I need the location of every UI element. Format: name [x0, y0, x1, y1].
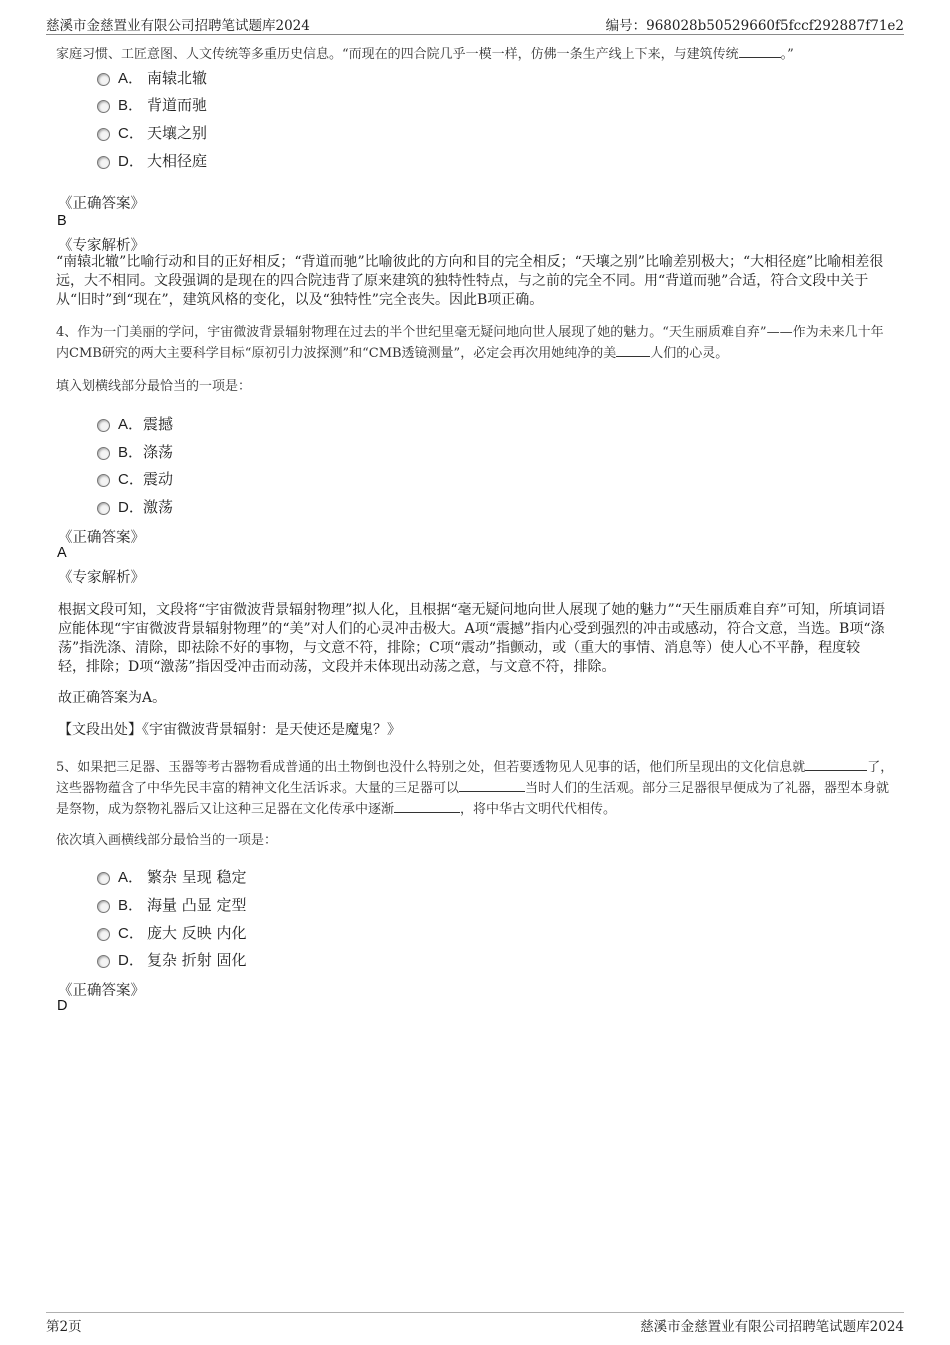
correct-answer: B [57, 213, 67, 229]
radio-button[interactable] [97, 900, 110, 913]
radio-button[interactable] [97, 419, 110, 432]
fill-blank [805, 758, 867, 771]
analysis-label: 《专家解析》 [58, 570, 145, 586]
source-citation: 【文段出处】《宇宙微波背景辐射：是天使还是魔鬼？》 [58, 722, 401, 738]
question-5-stem: 5、如果把三足器、玉器等考古器物看成普通的出土物倒也没什么特别之处，但若要透物见人见事的话，他们所呈现出的文化信息就 了，这些器物蕴含了中华先民丰富的精神文化生活诉求。大量的三足器可以 当时人们的生活观。部分三足器很早便成为了礼器，器型本身就是祭物，成为祭物礼器后又让这种三足器在文化传承中逐渐 ，将中华古文明代代相传。 [56, 760, 894, 817]
radio-button[interactable] [97, 156, 110, 169]
answer-label: 《正确答案》 [58, 530, 145, 546]
fill-blank [459, 779, 525, 792]
header-title: 慈溪市金慈置业有限公司招聘笔试题库2024 [46, 18, 310, 34]
radio-button[interactable] [97, 447, 110, 460]
question-4-prompt: 填入划横线部分最恰当的一项是： [56, 379, 252, 394]
page-footer [46, 1312, 904, 1335]
analysis-text: 根据文段可知，文段将“宇宙微波背景辐射物理”拟人化，且根据“毫无疑问地向世人展现了她的魅力”“天生丽质难自弃”可知，所填词语应能体现“宇宙微波背景辐射物理”的“美”对人们的心灵冲击极大。A项“震撼”指内心受到强烈的冲击或感动，符合文意，当选。B项“涤荡”指洗涤、清除，即祛除不好的事物，与文意不符，排除；C项“震动”指颤动，或（重大的事情、消息等）使人心不平静，程度较轻，排除；D项“激荡”指因受冲击而动荡，文段并未体现出动荡之意，与文意不符，排除。 [58, 602, 885, 675]
radio-button[interactable] [97, 955, 110, 968]
radio-button[interactable] [97, 128, 110, 141]
question-5-prompt: 依次填入画横线部分最恰当的一项是： [56, 833, 278, 848]
fill-blank [616, 344, 650, 357]
analysis-label: 《专家解析》 [58, 238, 145, 254]
radio-button[interactable] [97, 73, 110, 86]
radio-button[interactable] [97, 928, 110, 941]
analysis-text: “南辕北辙”比喻行动和目的正好相反；“背道而驰”比喻彼此的方向和目的完全相反；“天壤之别”比喻差别极大；“大相径庭”比喻相差很远，大不相同。文段强调的是现在的四合院违背了原来建筑的独特性特点，与之前的完全不同。用“背道而驰”合适，符合文段中关于从“旧时”到“现在”，建筑风格的变化，以及“独特性”完全丧失。因此B项正确。 [56, 254, 884, 308]
radio-button[interactable] [97, 872, 110, 885]
radio-button[interactable] [97, 100, 110, 113]
correct-answer: A [57, 545, 67, 561]
radio-button[interactable] [97, 502, 110, 515]
footer-title: 慈溪市金慈置业有限公司招聘笔试题库2024 [640, 1319, 904, 1335]
answer-label: 《正确答案》 [58, 983, 145, 999]
correct-answer: D [57, 998, 68, 1014]
fill-blank [394, 800, 460, 813]
fill-blank [739, 45, 781, 58]
question-4-stem: 4、作为一门美丽的学问，宇宙微波背景辐射物理在过去的半个世纪里毫无疑问地向世人展现了她的魅力。“天生丽质难自弃”——作为未来几十年内CMB研究的两大主要科学目标“原初引力波探测”和“CMB透镜测量”，必定会再次用她纯净的美 人们的心灵。 [56, 325, 884, 361]
page-header [46, 14, 904, 35]
question-3-stem: 家庭习惯、工匠意图、人文传统等多重历史信息。“而现在的四合院几乎一模一样，仿佛一条生产线上下来，与建筑传统 。” [56, 47, 794, 62]
answer-label: 《正确答案》 [58, 196, 145, 212]
document-id: 编号：968028b50529660f5fccf292887f71e2 [605, 18, 904, 34]
page-number: 第2页 [46, 1319, 82, 1335]
radio-button[interactable] [97, 474, 110, 487]
analysis-conclusion: 故正确答案为A。 [58, 690, 167, 706]
